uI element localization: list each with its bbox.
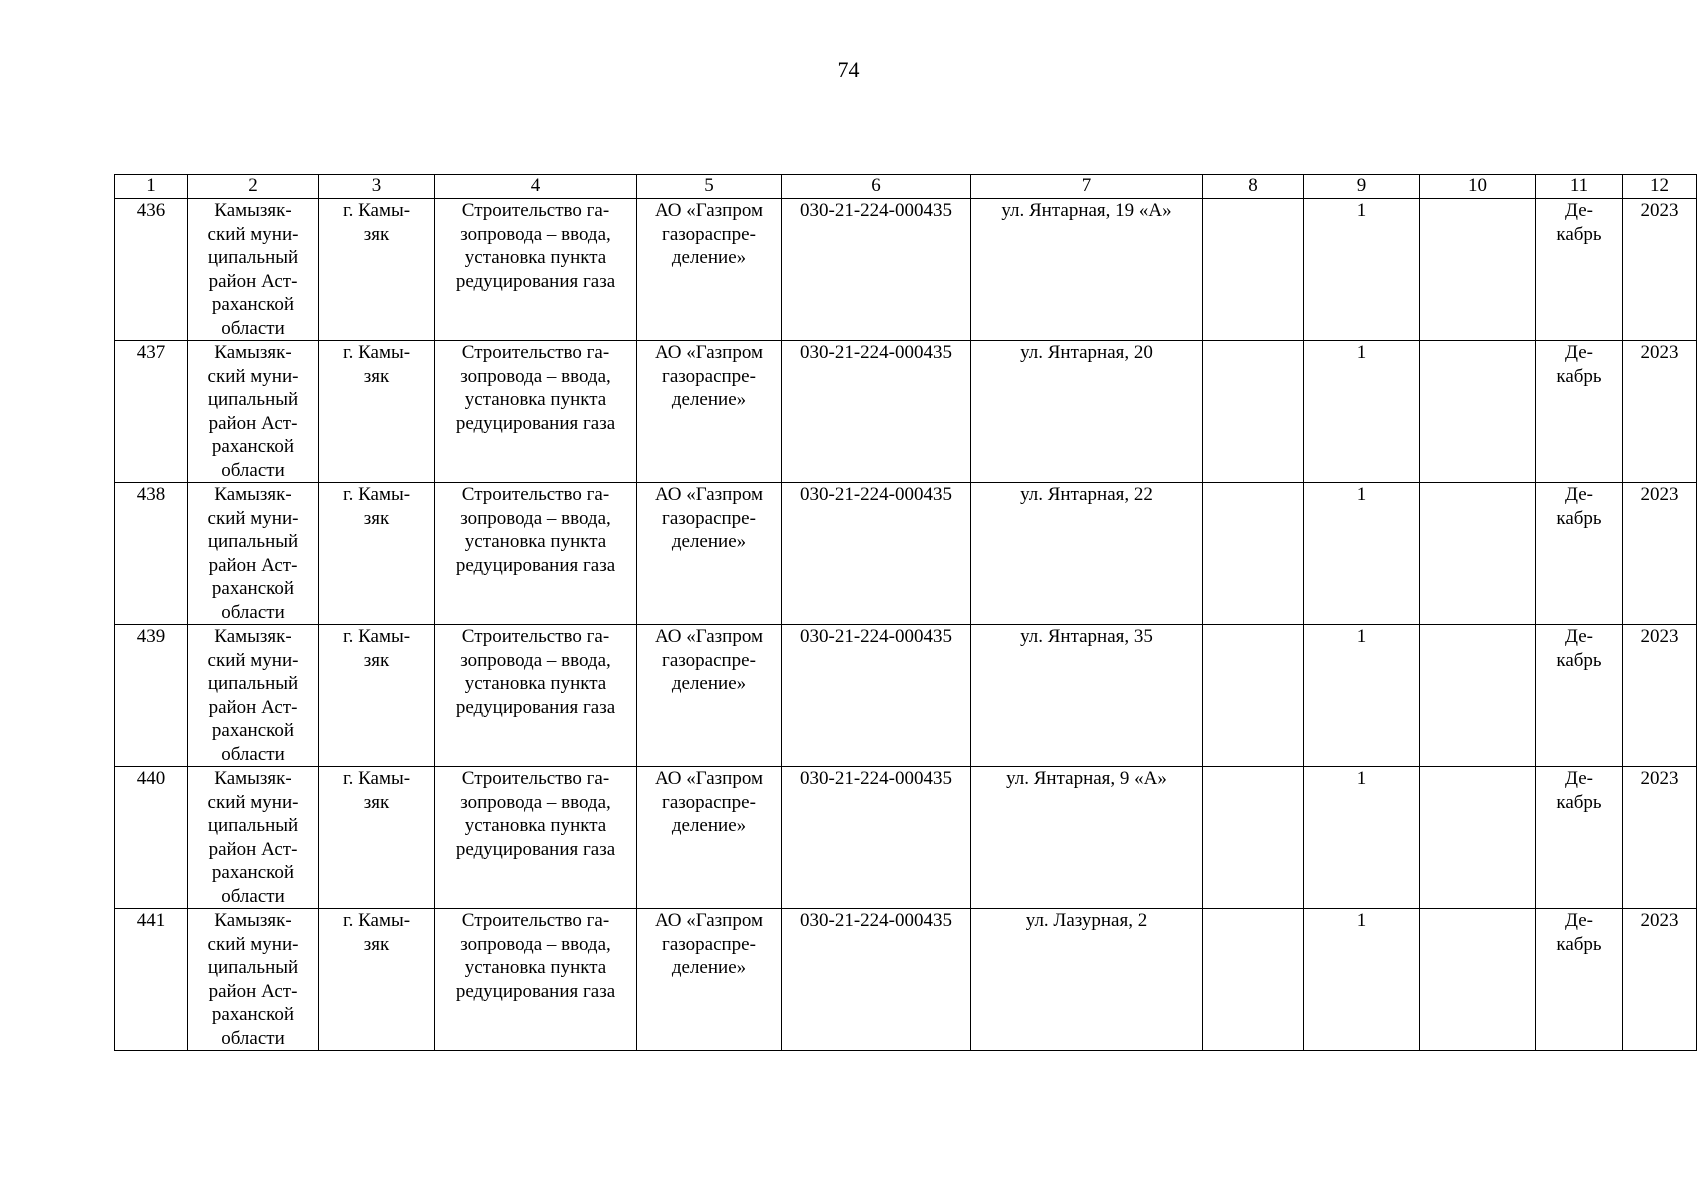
address-cell: ул. Янтарная, 19 «А» — [971, 199, 1203, 341]
district-cell: Камызяк- ский муни- ципальный район Аст- раханской области — [188, 483, 319, 625]
quantity-cell: 1 — [1304, 341, 1420, 483]
column-header: 4 — [435, 175, 637, 199]
column-header: 3 — [319, 175, 435, 199]
col8-cell — [1203, 909, 1304, 1051]
quantity-cell: 1 — [1304, 909, 1420, 1051]
column-header: 2 — [188, 175, 319, 199]
column-header: 11 — [1536, 175, 1623, 199]
column-header: 7 — [971, 175, 1203, 199]
district-cell: Камызяк- ский муни- ципальный район Аст- раханской области — [188, 909, 319, 1051]
col8-cell — [1203, 483, 1304, 625]
column-header: 1 — [115, 175, 188, 199]
table-header — [115, 175, 1697, 199]
code-cell: 030-21-224-000435 — [782, 199, 971, 341]
district-cell: Камызяк- ский муни- ципальный район Аст- раханской области — [188, 199, 319, 341]
organization-cell: АО «Газпром газораспре- деление» — [637, 625, 782, 767]
column-header: 12 — [1623, 175, 1697, 199]
col10-cell — [1420, 767, 1536, 909]
settlement-cell: г. Камы- зяк — [319, 483, 435, 625]
month-cell: Де- кабрь — [1536, 199, 1623, 341]
quantity-cell: 1 — [1304, 767, 1420, 909]
col10-cell — [1420, 909, 1536, 1051]
address-cell: ул. Янтарная, 9 «А» — [971, 767, 1203, 909]
col8-cell — [1203, 341, 1304, 483]
col8-cell — [1203, 199, 1304, 341]
row-number-cell: 438 — [115, 483, 188, 625]
year-cell: 2023 — [1623, 341, 1697, 483]
organization-cell: АО «Газпром газораспре- деление» — [637, 909, 782, 1051]
column-header: 8 — [1203, 175, 1304, 199]
row-number-cell: 441 — [115, 909, 188, 1051]
code-cell: 030-21-224-000435 — [782, 909, 971, 1051]
settlement-cell: г. Камы- зяк — [319, 625, 435, 767]
year-cell: 2023 — [1623, 625, 1697, 767]
table-row — [115, 341, 1697, 483]
col8-cell — [1203, 625, 1304, 767]
code-cell: 030-21-224-000435 — [782, 625, 971, 767]
col10-cell — [1420, 199, 1536, 341]
page-number: 74 — [837, 57, 860, 82]
year-cell: 2023 — [1623, 767, 1697, 909]
row-number-cell: 440 — [115, 767, 188, 909]
col10-cell — [1420, 625, 1536, 767]
table-row — [115, 483, 1697, 625]
table-body — [115, 199, 1697, 1051]
row-number-cell: 437 — [115, 341, 188, 483]
code-cell: 030-21-224-000435 — [782, 767, 971, 909]
table-row — [115, 909, 1697, 1051]
district-cell: Камызяк- ский муни- ципальный район Аст- раханской области — [188, 625, 319, 767]
col10-cell — [1420, 483, 1536, 625]
row-number-cell: 436 — [115, 199, 188, 341]
organization-cell: АО «Газпром газораспре- деление» — [637, 767, 782, 909]
table-row — [115, 625, 1697, 767]
year-cell: 2023 — [1623, 909, 1697, 1051]
quantity-cell: 1 — [1304, 625, 1420, 767]
month-cell: Де- кабрь — [1536, 767, 1623, 909]
table-row — [115, 199, 1697, 341]
column-header: 6 — [782, 175, 971, 199]
month-cell: Де- кабрь — [1536, 341, 1623, 483]
organization-cell: АО «Газпром газораспре- деление» — [637, 341, 782, 483]
district-cell: Камызяк- ский муни- ципальный район Аст- раханской области — [188, 767, 319, 909]
address-cell: ул. Лазурная, 2 — [971, 909, 1203, 1051]
organization-cell: АО «Газпром газораспре- деление» — [637, 199, 782, 341]
work-type-cell: Строительство га- зопровода – ввода, установка пункта редуцирования газа — [435, 909, 637, 1051]
quantity-cell: 1 — [1304, 199, 1420, 341]
col8-cell — [1203, 767, 1304, 909]
work-type-cell: Строительство га- зопровода – ввода, установка пункта редуцирования газа — [435, 625, 637, 767]
month-cell: Де- кабрь — [1536, 625, 1623, 767]
month-cell: Де- кабрь — [1536, 909, 1623, 1051]
code-cell: 030-21-224-000435 — [782, 341, 971, 483]
code-cell: 030-21-224-000435 — [782, 483, 971, 625]
year-cell: 2023 — [1623, 483, 1697, 625]
work-type-cell: Строительство га- зопровода – ввода, установка пункта редуцирования газа — [435, 483, 637, 625]
settlement-cell: г. Камы- зяк — [319, 767, 435, 909]
address-cell: ул. Янтарная, 20 — [971, 341, 1203, 483]
header-row — [115, 175, 1697, 199]
organization-cell: АО «Газпром газораспре- деление» — [637, 483, 782, 625]
column-header: 5 — [637, 175, 782, 199]
work-type-cell: Строительство га- зопровода – ввода, установка пункта редуцирования газа — [435, 767, 637, 909]
row-number-cell: 439 — [115, 625, 188, 767]
settlement-cell: г. Камы- зяк — [319, 341, 435, 483]
district-cell: Камызяк- ский муни- ципальный район Аст- раханской области — [188, 341, 319, 483]
settlement-cell: г. Камы- зяк — [319, 199, 435, 341]
settlement-cell: г. Камы- зяк — [319, 909, 435, 1051]
quantity-cell: 1 — [1304, 483, 1420, 625]
col10-cell — [1420, 341, 1536, 483]
work-type-cell: Строительство га- зопровода – ввода, установка пункта редуцирования газа — [435, 199, 637, 341]
table-row — [115, 767, 1697, 909]
work-type-cell: Строительство га- зопровода – ввода, установка пункта редуцирования газа — [435, 341, 637, 483]
column-header: 9 — [1304, 175, 1420, 199]
address-cell: ул. Янтарная, 35 — [971, 625, 1203, 767]
year-cell: 2023 — [1623, 199, 1697, 341]
month-cell: Де- кабрь — [1536, 483, 1623, 625]
address-cell: ул. Янтарная, 22 — [971, 483, 1203, 625]
data-table — [114, 174, 1697, 1051]
column-header: 10 — [1420, 175, 1536, 199]
